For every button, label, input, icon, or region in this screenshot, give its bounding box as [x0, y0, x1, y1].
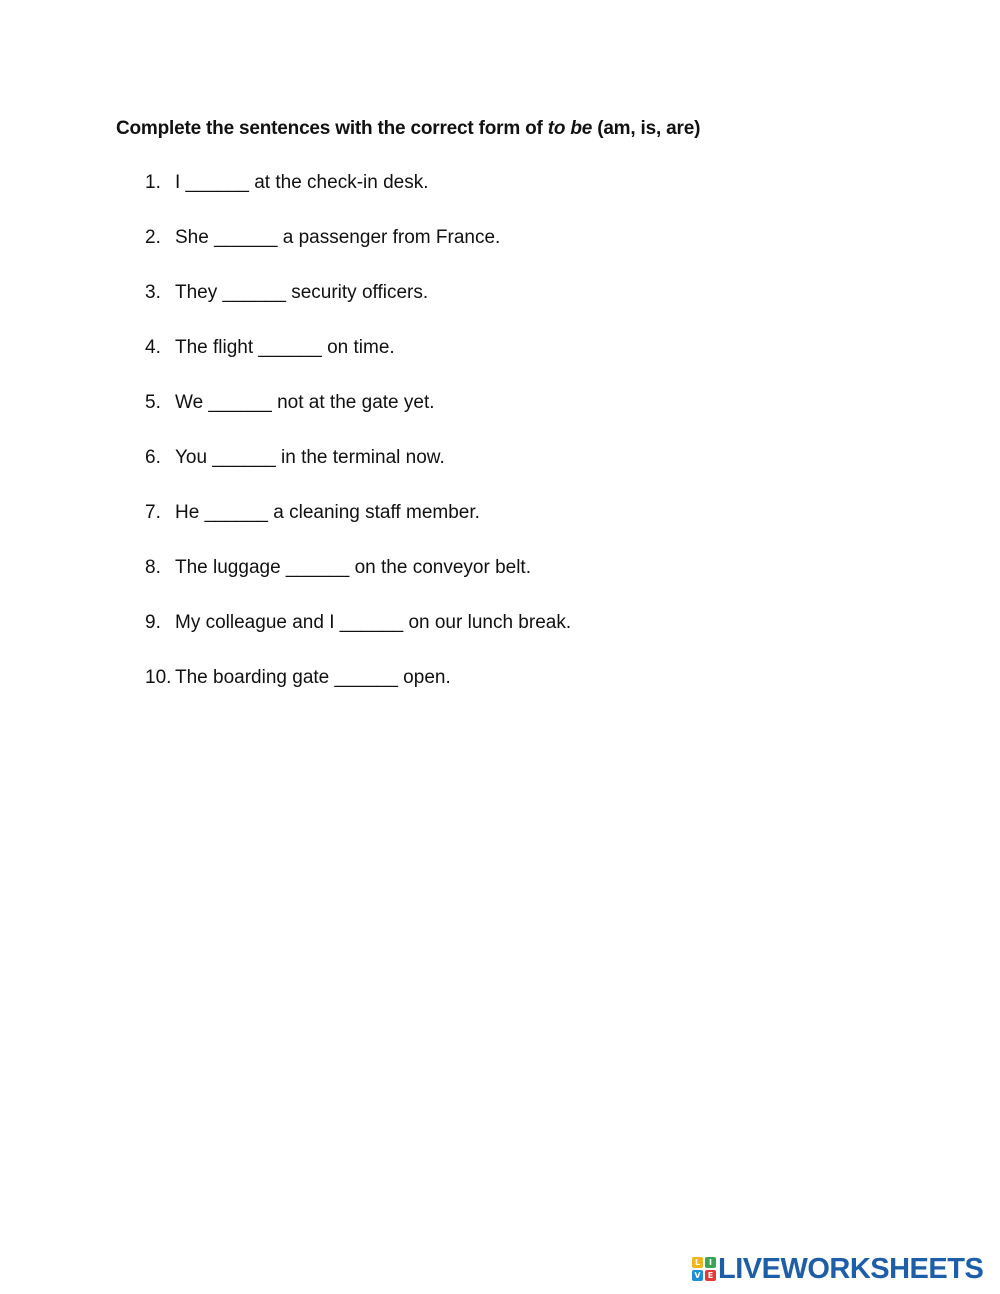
- liveworksheets-logo: [692, 1254, 983, 1284]
- logo-mark-i: I: [705, 1257, 716, 1268]
- item-number: 5.: [145, 392, 161, 413]
- instruction-text-after: (am, is, are): [592, 118, 701, 139]
- item-number: 8.: [145, 557, 161, 578]
- item-sentence: You ______ in the terminal now.: [175, 447, 445, 468]
- exercise-item: [145, 667, 571, 722]
- exercise-item: [145, 557, 571, 612]
- item-sentence: The boarding gate ______ open.: [175, 667, 451, 688]
- instruction-text-before: Complete the sentences with the correct form of: [116, 118, 548, 139]
- item-sentence: They ______ security officers.: [175, 282, 429, 303]
- item-sentence: She ______ a passenger from France.: [175, 227, 501, 248]
- liveworksheets-logo-icon: [692, 1257, 716, 1281]
- item-number: 1.: [145, 172, 161, 193]
- item-sentence: The flight ______ on time.: [175, 337, 395, 358]
- exercise-item: [145, 612, 571, 667]
- logo-wordmark: LIVEWORKSHEETS: [718, 1252, 984, 1285]
- exercise-item: [145, 227, 571, 282]
- logo-mark-l: L: [692, 1257, 703, 1268]
- item-sentence: I ______ at the check-in desk.: [175, 172, 429, 193]
- item-number: 3.: [145, 282, 161, 303]
- exercise-item: [145, 392, 571, 447]
- item-sentence: My colleague and I ______ on our lunch break.: [175, 612, 572, 633]
- exercise-item: [145, 337, 571, 392]
- item-number: 7.: [145, 502, 161, 523]
- exercise-item: [145, 282, 571, 337]
- logo-mark-e: E: [705, 1270, 716, 1281]
- exercise-item: [145, 502, 571, 557]
- instruction-text-italic: to be: [547, 118, 593, 139]
- item-number: 6.: [145, 447, 161, 468]
- item-sentence: We ______ not at the gate yet.: [175, 392, 435, 413]
- instruction-heading: [116, 118, 700, 140]
- exercise-item: [145, 447, 571, 502]
- item-sentence: The luggage ______ on the conveyor belt.: [175, 557, 531, 578]
- item-number: 2.: [145, 227, 161, 248]
- exercise-list: [145, 172, 571, 722]
- item-number: 9.: [145, 612, 161, 633]
- exercise-item: [145, 172, 571, 227]
- item-number: 10.: [145, 667, 172, 688]
- logo-mark-v: V: [692, 1270, 703, 1281]
- item-number: 4.: [145, 337, 161, 358]
- item-sentence: He ______ a cleaning staff member.: [175, 502, 480, 523]
